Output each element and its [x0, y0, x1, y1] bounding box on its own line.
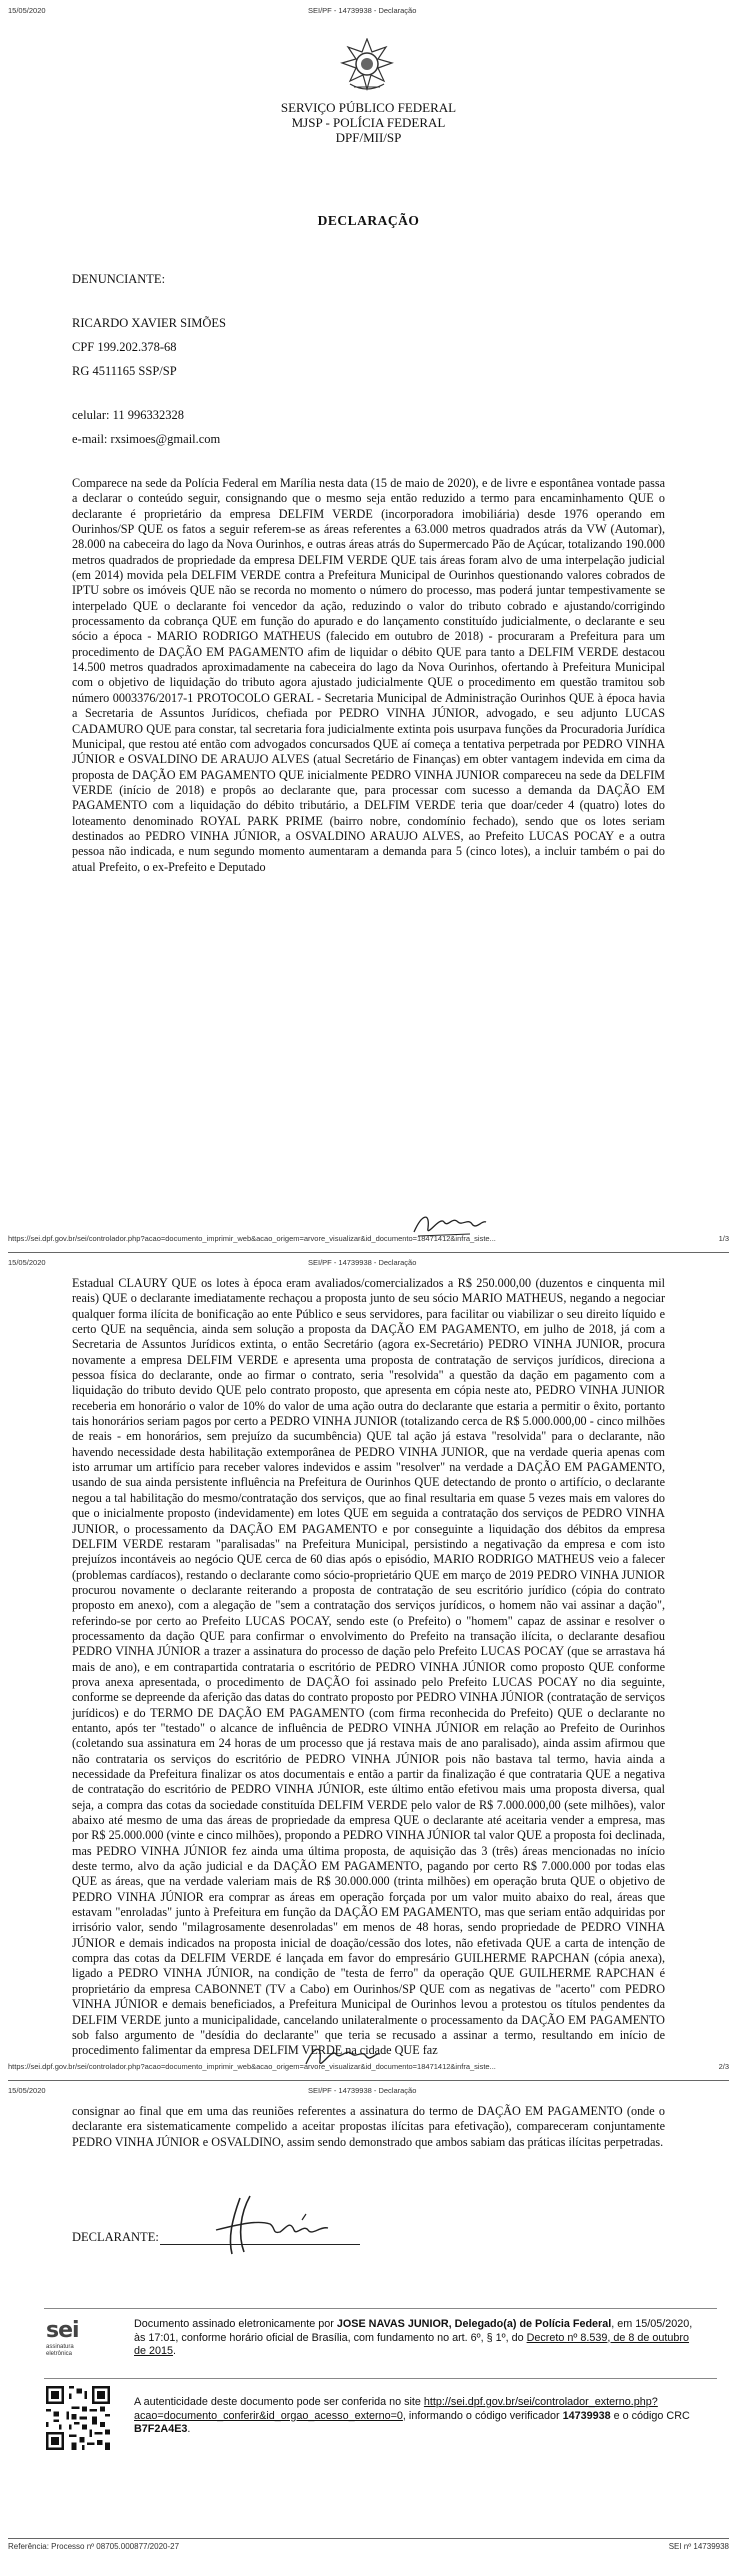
print-date: 15/05/2020	[8, 2086, 46, 2095]
print-header	[8, 1258, 729, 1270]
brazil-coat-of-arms-icon	[340, 38, 394, 94]
gov-header-line2: MJSP - POLÍCIA FEDERAL	[291, 115, 446, 130]
print-date: 15/05/2020	[8, 6, 46, 15]
crc-code: B7F2A4E3	[134, 2423, 188, 2435]
sei-middle-rule	[44, 2378, 717, 2379]
gov-header-line3: DPF/MII/SP	[335, 130, 402, 145]
signer-name: JOSE NAVAS JUNIOR, Delegado(a) de Polícia Federal	[336, 2318, 612, 2330]
denunciante-cpf: CPF 199.202.378-68	[72, 340, 177, 354]
page-separator	[8, 1252, 729, 1253]
signature-text: Documento assinado eletronicamente por	[134, 2318, 337, 2330]
footer-page-number: 1/3	[718, 1234, 729, 1243]
sei-logo-subtitle: assinatura eletrônica	[46, 2344, 74, 2357]
document-title: DECLARAÇÃO	[317, 213, 420, 228]
denunciante-name: RICARDO XAVIER SIMÕES	[72, 316, 226, 330]
footer-page-number: 2/3	[718, 2062, 729, 2071]
sei-logo-icon	[44, 2318, 84, 2358]
document-page-3	[0, 2080, 737, 2560]
reference-rule	[8, 2538, 729, 2539]
verification-statement	[134, 2396, 694, 2437]
sei-number: SEI nº 14739938	[668, 2542, 729, 2551]
document-page-1	[0, 0, 737, 1252]
qr-code-icon	[46, 2386, 110, 2450]
signature-statement	[134, 2318, 694, 2359]
process-reference: Referência: Processo nº 08705.000877/2020-27	[8, 2542, 180, 2551]
verification-code: 14739938	[562, 2409, 611, 2422]
verify-text: A autenticidade deste documento pode ser conferida no site	[134, 2396, 424, 2408]
denunciante-label: DENUNCIANTE:	[72, 272, 166, 286]
page-separator	[8, 2080, 729, 2081]
declarante-label: DECLARANTE:	[72, 2230, 159, 2244]
declaration-body-page1: Comparece na sede da Polícia Federal em Marília nesta data (15 de maio de 2020), e de livre e espontânea vontade passa a declarar o conteúdo seguir, consignando que o mesmo seja então reduzido a termo para encaminhamento QUE o declarante é proprietário da empresa DELFIM VERDE (incorporadora imobiliária) desde 1976 operando em Ourinhos/SP QUE os fatos a seguir referem-se as áreas referentes a 63.000 metros quadrados atrás da VW (Automar), 28.000 na cabeceira do lago da Nova Ourinhos, e outras áreas atrás do Supermercado Pão de Açúcar, totalizando 190.000 metros quadrados de propriedade da empresa DELFIM VERDE QUE tais áreas foram alvo de uma interpelação judicial (em 2014) movida pela DELFIM VERDE contra a Prefeitura Municipal de Ourinhos questionando valores cobrados de IPTU sobre os imóveis QUE não se recorda no momento o número do processo, mas poderá juntar tempestivamente se interpelado QUE o declarante foi vencedor da ação, reduzindo o valor do tributo cobrado e ajustando/corrigindo processamento da cobrança QUE em função do apurado e do lançamento constituído judicialmente, o declarante e seu sócio a época - MARIO RODRIGO MATHEUS (falecido em outubro de 2018) - procuraram a Prefeitura para um procedimento de DAÇÃO EM PAGAMENTO afim de liquidar o débito QUE para tanto a DELFIM VERDE destacou 14.500 metros quadrados aproximadamente na cabeceira do lago da Nova Ourinhos, ofertando à Prefeitura Municipal com o objetivo de liquidação do tributo agora ajustado judicialmente QUE o procedimento em questão tramitou sob número 0003376/2017-1 PROTOCOLO GERAL - Secretaria Municipal de Administração Ourinhos QUE à época havia a Secretaria de Assuntos Jurídicos, chefiada por PEDRO VINHA JÚNIOR, advogado, e seu adjunto LUCAS CADAMURO QUE para constar, tal secretaria fora judicialmente extinta pois usurpava funções da Procuradoria Jurídica Municipal, que restou até então com advogados concursados QUE aí começa a tentativa perpetrada por PEDRO VINHA JÚNIOR e OSVALDINO DE ARAUJO ALVES (atual Secretário de Finanças) em obter vantagem indevida em cima da proposta de DAÇÃO EM PAGAMENTO QUE inicialmente PEDRO VINHA JUNIOR compareceu na sede da DELFIM VERDE (início de 2018) e propôs ao declarante que, para processar com sucesso a demanda da DAÇÃO EM PAGAMENTO com a liquidação do débito tributário, a DELFIM VERDE teria que doar/ceder 4 (quatro) lotes do loteamento denominado ROYAL PARK PRIME (bairro nobre, condomínio fechado), sendo que os lotes seriam destinados ao PEDRO VINHA JÚNIOR, a OSVALDINO ARAUJO ALVES, ao Prefeito LUCAS POCAY e a outra pessoa não indicada, e num segundo momento aumentaram a demanda para 5 (cinco lotes), a incluir também o pai do atual Prefeito, o ex-Prefeito e Deputado	[72, 476, 665, 874]
print-title: SEI/PF - 14739938 - Declaração	[308, 6, 417, 15]
footer-url: https://sei.dpf.gov.br/sei/controlador.php?acao=documento_imprimir_web&acao_origem=arvore_visualizar&id_documento=18471412&infra_siste...	[8, 1234, 496, 1243]
print-header	[8, 6, 729, 18]
denunciante-phone: celular: 11 996332328	[72, 408, 185, 422]
denunciante-rg: RG 4511165 SSP/SP	[72, 364, 177, 378]
verify-text: e o código CRC	[610, 2409, 690, 2422]
print-header	[8, 2086, 729, 2098]
decree-link[interactable]: Decreto nº 8.539, de 8 de outubro de 2015	[134, 2331, 690, 2357]
gov-header-line1: SERVIÇO PÚBLICO FEDERAL	[280, 100, 457, 115]
signature-text: , em 15/05/2020, às 17:01, conforme horário oficial de Brasília, com fundamento no art. 6º, § 1º, do	[134, 2318, 693, 2344]
print-date: 15/05/2020	[8, 1258, 46, 1267]
verify-text: .	[187, 2423, 191, 2435]
document-page-2	[0, 1252, 737, 2080]
sei-top-rule	[44, 2308, 717, 2309]
print-title: SEI/PF - 14739938 - Declaração	[308, 1258, 417, 1267]
declaration-body-page3: consignar ao final que em uma das reuniões referentes a assinatura do termo de DAÇÃO EM PAGAMENTO (onde o declarante era sistematicamente compelido a aceitar propostas ilícitas para efetivação), compareceram conjuntamente PEDRO VINHA JÚNIOR e OSVALDINO, assim sendo demonstrado que ambos sabiam das práticas ilícitas perpetradas.	[72, 2104, 665, 2149]
sei-logo-text: sei	[46, 2318, 79, 2343]
government-header	[0, 100, 737, 145]
verify-text: , informando o código verificador	[402, 2409, 563, 2422]
print-footer-page2	[8, 2062, 729, 2074]
declaration-body-page2: Estadual CLAURY QUE os lotes à época eram avaliados/comercializados a R$ 250.000,00 (duzentos e cinquenta mil reais) QUE o declarante imediatamente rechaçou a proposta junto de seu sócio MARIO MATHEUS, negando a negociar qualquer forma ilícita de bonificação ao ente Público e seus servidores, para facilitar ou viabilizar o seu direito líquido e certo QUE na sequência, ainda sem solução a proposta da DAÇÃO EM PAGAMENTO, em julho de 2018, já com a Secretaria de Assuntos Jurídicos extinta, o então Secretário (agora ex-Secretário) PEDRO VINHA JUNIOR, procura novamente a empresa DELFIM VERDE e apresenta uma proposta de contratação de serviços jurídicos, direciona a pessoa física do declarante, onde ao firmar o contrato, seria "resolvida" a questão da dação em pagamento com a liquidação do tributo devido QUE pelo contrato proposto, que apresenta em cópia neste ato, PEDRO VINHA JUNIOR receberia em honorário o valor de 10% do valor de uma ação outra do declarante que estaria a permitir o êxito, portanto tais honorários seriam pagos por certo a PEDRO VINHA JUNIOR (totalizando cerca de R$ 5.000.000,00 - cinco milhões de reais - em honorários, sem prejuízo da sucumbência) QUE tal ação já estava "resolvida" para o declarante, não havendo necessidade desta habilitação extemporânea de PEDRO VINHA JUNIOR, que na verdade queria apenas com isto arrumar um artifício para receber valores indevidos e assim "resolver" na verdade a DAÇÃO EM PAGAMENTO, usando de sua ainda persistente influência na Prefeitura de Ourinhos QUE detectando de pronto o artifício, o declarante negou a tal habilitação do mesmo/contratação dos serviços, que ao final resultaria em quase 5 vezes mais em valores do que o inicialmente proposto (indevidamente) em lotes QUE em seguida a contratação dos serviços de PEDRO VINHA JUNIOR, o processamento da DAÇÃO EM PAGAMENTO e por conseguinte a liquidação dos débitos da empresa DELFIM VERDE restaram "paralisadas" na Prefeitura Municipal, persistindo a negativação da empresa e com isto prejuízos incontáveis ao negócio QUE cerca de 60 dias após o episódio, MARIO RODRIGO MATHEUS veio a falecer (problemas cardíacos), restando o declarante como sócio-proprietário QUE em março de 2019 PEDRO VINHA JUNIOR procurou novamente o declarante reiterando a proposta de contratação de seu escritório jurídico (cópia do contrato proposto em anexo), com a alegação de "sem a contratação dos serviços jurídicos, o homem não vai assinar a dação", referindo-se por certo ao Prefeito LUCAS POCAY, sendo este (o Prefeito) o "homem" capaz de assinar e resolver o processamento da dação QUE para confirmar o envolvimento do Prefeito na transação ilícita, o declarante desafiou PEDRO VINHA JÚNIOR a trazer a assinatura do processo de dação pelo Prefeito LUCAS POCAY (que se arrastava há mais de ano), e em contrapartida contrataria o escritório de PEDRO VINHA JÚNIOR como proposto QUE conforme prova anexa apresentada, o procedimento de DAÇÃO foi assinado pelo Prefeito LUCAS POCAY no dia seguinte, conforme se depreende da aferição das datas do contrato proposto por PEDRO VINHA JÚNIOR (contratação de serviços jurídicos) e do TERMO DE DAÇÃO EM PAGAMENTO (com firma reconhecida do Prefeito) QUE o declarante no entanto, após ter "testado" o alcance de influência de PEDRO VINHA JÚNIOR em relação ao Prefeito de Ourinhos (coletando sua assinatura em 24 horas de um processo que já restava mais de ano paralisado), ainda assim afirmou que não contrataria os serviços do escritório de PEDRO VINHA JÚNIOR pois não bastava tal termo, havia ainda a necessidade da Prefeitura finalizar os atos documentais e então a partir da finalização é que contrataria QUE a negativa de contratação do escritório de PEDRO VINHA JÚNIOR, este último então efetivou mais uma proposta diversa, qual seja, a compra das cotas da sociedade constituída DELFIM VERDE pelo valor de R$ 7.000.000,00 (sete milhões), valor abaixo até mesmo de uma das áreas de propriedade da empresa QUE o declarante até aceitaria vender a empresa, mas por R$ 25.000.000 (vinte e cinco milhões), propondo a PEDRO VINHA JÚNIOR tal valor QUE a proposta foi declinada, mas PEDRO VINHA JÚNIOR fez ainda uma última proposta, de aquisição das 3 (três) áreas mencionadas no início deste termo, alvo da ação judicial e da DAÇÃO EM PAGAMENTO, pagando por certo R$ 7.000.000 por todas elas QUE as áreas, que na verdade valeriam mais de R$ 30.000.000 (trinta milhões) em operação bruta QUE o objetivo de PEDRO VINHA JÚNIOR era comprar as áreas em operação forçada por um valor muito abaixo do real, áreas que estavam "enroladas" junto à Prefeitura em função da DAÇÃO EM PAGAMENTO, mas que seriam então adquiridas por irrisório valor, sendo "milagrosamente desenroladas" em menos de 48 horas, sendo propriedade de PEDRO VINHA JÚNIOR e demais indicados na proposta inicial de doação/cessão dos lotes, não efetivada QUE a carta de intenção de compra das cotas da DELFIM VERDE é lançada em favor do empresário GUILHERME RAPCHAN (cópia anexa), ligado a PEDRO VINHA JÚNIOR, na condição de "testa de ferro" da operação QUE GUILHERME RAPCHAN é proprietário da empresa CABONNET (TV a Cabo) em Ourinhos/SP QUE com as negativas de "acerto" com PEDRO VINHA JÚNIOR e demais beneficiados, a Prefeitura Municipal de Ourinhos levou a protestou os títulos pendentes da DELFIM VERDE junto a municipalidade, cancelando unilateralmente o processamento da DAÇÃO EM PAGAMENTO sob falso argumento de "desídia do declarante" que teria se recusado a assinar a termo, resultando em início de procedimento falimentar da empresa DELFIM VERDE na cidade QUE faz	[72, 1276, 665, 2058]
reference-footer	[8, 2542, 729, 2554]
verify-url-link[interactable]: http://sei.dpf.gov.br/sei/controlador_externo.php?acao=documento_conferir&id_orgao_acesso_externo=0	[134, 2396, 658, 2422]
print-footer-page1	[8, 1234, 729, 1246]
footer-url: https://sei.dpf.gov.br/sei/controlador.php?acao=documento_imprimir_web&acao_origem=arvore_visualizar&id_documento=18471412&infra_siste...	[8, 2062, 496, 2071]
signature-text: .	[173, 2345, 177, 2357]
declarant-signature	[210, 2190, 340, 2260]
signature-line	[160, 2244, 360, 2245]
print-title: SEI/PF - 14739938 - Declaração	[308, 2086, 417, 2095]
denunciante-email: e-mail: rxsimoes@gmail.com	[72, 432, 221, 446]
